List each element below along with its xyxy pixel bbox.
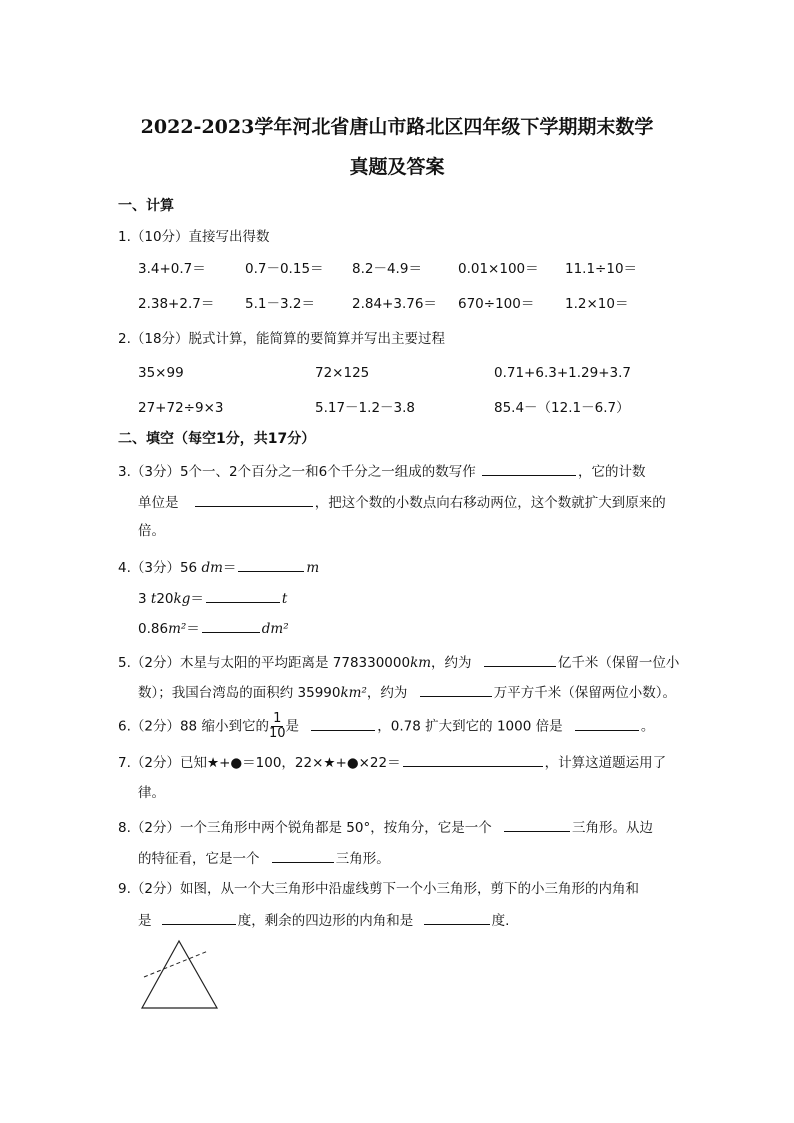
q1-item: 2.38+2.7＝ [138,296,215,312]
answer-blank[interactable] [202,618,260,633]
q7-text: 7.（2分）已知★+●＝100，22×★+●×22＝ [118,755,401,771]
q6-text: 6.（2分）88 缩小到它的 [118,718,269,735]
section-heading-fill: 二、填空（每空1分，共17分） [118,431,316,447]
q1-item: 3.4+0.7＝ [138,261,206,277]
unit: km [410,655,432,671]
q4-text: ＝ [222,560,237,576]
q2-item: 72×125 [315,365,370,381]
q5-text: 万平方千米（保留两位小数）。 [493,685,676,701]
q6-text: 。 [640,718,655,735]
q5-line2 [138,682,676,702]
q3-text: 3.（3分）5个一、2个百分之一和6个千分之一组成的数写作 [118,464,476,480]
q3-text: ，它的计数 [578,464,646,480]
q7-text: ，计算这道题运用了 [544,755,667,771]
answer-blank[interactable] [403,752,543,767]
q9-text: 9.（2分）如图，从一个大三角形中沿虚线剪下一个小三角形，剪下的小三角形的内角和 [118,881,639,897]
answer-blank[interactable] [575,716,639,731]
doc-title-line2: 真题及答案 [349,156,445,178]
q1-item: 8.2－4.9＝ [352,261,422,277]
denominator: 10 [268,726,286,741]
answer-blank[interactable] [238,557,304,572]
q1-label: 1.（10分）直接写出得数 [118,229,270,245]
q4-text: 3 [138,591,147,607]
q1-item: 5.1－3.2＝ [245,296,315,312]
answer-blank[interactable] [206,588,280,603]
q8-text: 的特征看，它是一个 [138,851,260,867]
answer-blank[interactable] [424,910,490,925]
q9-text: 是 [138,913,152,929]
q9-text: 度. [491,913,510,929]
q4-line2 [138,588,287,608]
unit: m² [168,621,187,637]
q4-text: 4.（3分）56 [118,560,198,576]
q1-item: 2.84+3.76＝ [352,296,437,312]
q4-line1 [118,557,319,577]
q3-text: ，把这个数的小数点向右移动两位，这个数就扩大到原来的 [314,495,666,511]
q1-item: 0.7－0.15＝ [245,261,324,277]
q5-text: 数）；我国台湾岛的面积约 35990 [138,685,341,701]
q2-item: 85.4－（12.1－6.7） [494,400,630,416]
q4-text: 0.86 [138,621,169,637]
section-heading-calc: 一、计算 [118,198,174,214]
q9-text: 度，剩余的四边形的内角和是 [237,913,414,929]
answer-blank[interactable] [504,817,570,832]
answer-blank[interactable] [272,848,334,863]
q5-text: ，约为 [366,685,408,701]
fraction [269,712,286,741]
answer-blank[interactable] [484,652,556,667]
q2-label: 2.（18分）脱式计算，能简算的要简算并写出主要过程 [118,331,446,347]
q8-text: 8.（2分）一个三角形中两个锐角都是 50°，按角分，它是一个 [118,820,492,836]
q8-line1 [118,817,653,837]
q5-text: 亿千米（保留一位小 [557,655,680,671]
q6-text: ，0.78 扩大到它的 1000 倍是 [377,718,563,735]
q3-text: 单位是 [138,495,179,511]
q1-item: 1.2×10＝ [565,296,629,312]
q1-item: 670÷100＝ [458,296,535,312]
q2-item: 27+72÷9×3 [138,400,224,416]
q6-text: 是 [285,718,299,735]
unit: t [281,591,288,607]
unit: t [150,591,157,607]
q7-text: 律。 [138,785,165,801]
q3-line2 [138,492,666,512]
q5-line1 [118,652,679,672]
q9-line2 [138,910,509,930]
q5-text: 5.（2分）木星与太阳的平均距离是 778330000 [118,655,411,671]
q2-item: 5.17－1.2－3.8 [315,400,415,416]
answer-blank[interactable] [420,682,492,697]
q8-line2 [138,848,390,868]
q1-item: 11.1÷10＝ [565,261,638,277]
q8-text: 三角形。 [335,851,390,867]
unit: km² [340,685,367,701]
q4-line3 [138,618,289,638]
unit: kg [173,591,191,607]
q4-text: 20 [156,591,174,607]
q7-line1 [118,752,666,772]
q4-text: ＝ [186,621,200,637]
triangle-figure [138,935,228,1015]
answer-blank[interactable] [482,461,576,476]
unit: m [306,560,320,576]
numerator: 1 [273,711,282,726]
q2-item: 0.71+6.3+1.29+3.7 [494,365,631,381]
q5-text: ，约为 [431,655,472,671]
q3-text: 倍。 [138,523,165,539]
big-triangle [142,941,217,1008]
q2-item: 35×99 [138,365,184,381]
q1-item: 0.01×100＝ [458,261,539,277]
answer-blank[interactable] [162,910,236,925]
unit: dm² [261,621,289,637]
doc-title-line1: 2022-2023学年河北省唐山市路北区四年级下学期期末数学 [140,116,654,138]
answer-blank[interactable] [311,716,375,731]
q4-text: ＝ [190,591,204,607]
unit: dm [201,560,223,576]
dashed-cut-line [144,951,208,977]
q8-text: 三角形。从边 [572,820,653,836]
answer-blank[interactable] [195,492,313,507]
q6-line [118,712,654,741]
q3-line1 [118,461,646,481]
